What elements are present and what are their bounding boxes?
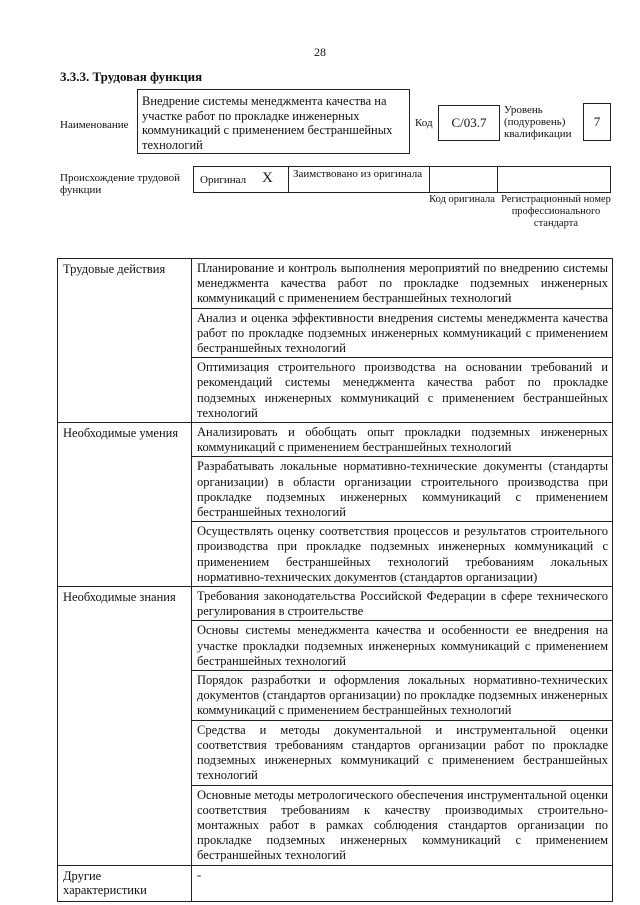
origin-row [193,166,611,193]
labor-function-table [57,258,613,902]
original-mark: X [262,170,273,186]
table-cell: Осуществлять оценку соответствия процессов и результатов строительного производства при прокладке подземных инженерных коммуникаций с применением бестраншейных технологий требованиям локальных нормативно-технических документов (стандартов организации) [197,524,608,584]
original-cell [194,167,289,192]
table-cell: Основы системы менеджмента качества и особенности ее внедрения на участке прокладки подземных инженерных коммуникаций с применением бестраншейных технологий [192,621,612,671]
table-cell: - [197,867,202,882]
level-label: Уровень (подуровень) квалификации [504,104,572,140]
origin-label: Происхождение трудовой функции [60,172,181,196]
group-items [192,866,612,901]
original-label: Оригинал [200,174,247,186]
group-label: Другие характеристики [58,866,192,901]
table-group [58,423,612,587]
table-cell: Анализировать и обобщать опыт прокладки подземных инженерных коммуникаций с применением бестраншейных технологий [192,423,612,457]
group-items [192,423,612,586]
group-label: Трудовые действия [58,259,192,422]
reg-number-cell [498,167,610,192]
borrowed-cell: Заимствовано из оригинала [289,167,430,192]
table-cell: Требования законодательства Российской Федерации в сфере технического регулирования в строительстве [192,587,612,621]
table-group [58,866,612,901]
table-cell: Оптимизация строительного производства на основании требований и рекомендаций системы менеджмента качества работ по прокладке подземных инженерных коммуникаций с применением бестраншейных технологий [197,360,608,420]
table-cell: Основные методы метрологического обеспечения инструментальной оценки соответствия требованиям к качеству производимых строительно-монтажных работ в рамках соблюдения стандартов организации по прокладке подземных инженерных коммуникаций с применением бестраншейных технологий [197,787,608,863]
group-items [192,259,612,422]
table-cell: Разрабатывать локальные нормативно-технические документы (стандарты организации) в области организации строительного производства при прокладке подземных инженерных коммуникаций с применением бестраншейных технологий [192,457,612,522]
page-number: 28 [314,45,326,59]
code-label: Код [415,117,433,129]
table-cell: Анализ и оценка эффективности внедрения системы менеджмента качества работ по прокладке подземных инженерных коммуникаций с применением бестраншейных технологий [192,309,612,359]
table-group [58,587,612,865]
code-original-note: Код оригинала [429,194,495,205]
table-group [58,259,612,423]
level-value: 7 [583,103,611,141]
table-cell: Средства и методы документальной и инструментальной оценки соответствия требованиям стандартов организации работ по прокладке подземных инженерных коммуникаций с применением бестраншейных технологий [192,721,612,786]
table-cell: Порядок разработки и оформления локальных нормативно-технических документов (стандартов организации) по прокладке подземных инженерных коммуникаций с применением бестраншейных технологий [192,671,612,721]
name-label: Наименование [60,119,129,131]
group-label: Необходимые знания [58,587,192,864]
table-cell: Планирование и контроль выполнения мероприятий по внедрению системы менеджмента качества работ по прокладке подземных инженерных коммуникаций с применением бестраншейных технологий [192,259,612,309]
name-value: Внедрение системы менеджмента качества на участке работ по прокладке инженерных коммуникаций с применением бестраншейных технологий [137,89,410,154]
group-items [192,587,612,864]
group-label: Необходимые умения [58,423,192,586]
code-value: C/03.7 [438,105,500,141]
reg-number-note: Регистрационный номер профессионального стандарта [501,194,611,229]
code-original-cell [430,167,498,192]
section-title: 3.3.3. Трудовая функция [60,69,203,84]
